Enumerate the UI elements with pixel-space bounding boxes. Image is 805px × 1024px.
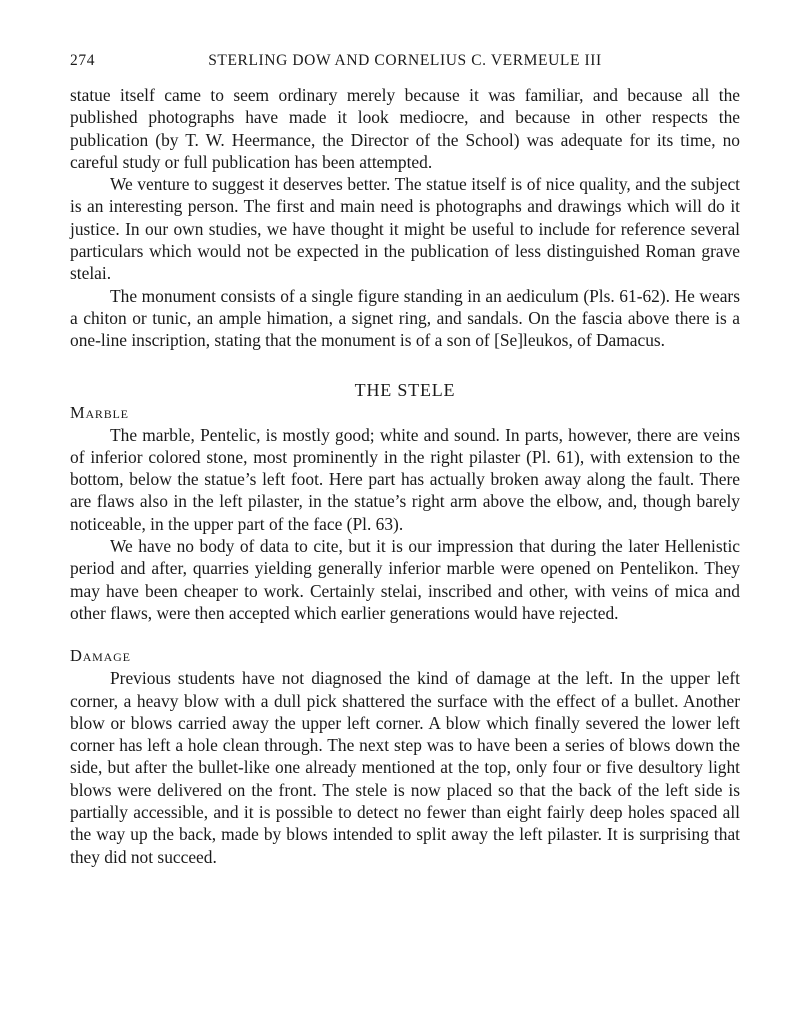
marble-heading: Marble xyxy=(70,402,129,422)
damage-heading: Damage xyxy=(70,646,131,666)
running-title: STERLING DOW AND CORNELIUS C. VERMEULE III xyxy=(208,52,602,69)
intro-paragraph-2: We venture to suggest it deserves better. The statue itself is of nice quality, and the subject is an interesting person. The first and main need is photographs and drawings which will do it justice. In our own studies, we have thought it might be useful to include for reference several particulars which would not be expected in the publication of less distinguished Roman grave stelai. xyxy=(70,174,740,284)
page xyxy=(70,52,740,868)
marble-paragraph-1: The marble, Pentelic, is mostly good; white and sound. In parts, however, there are veins of inferior colored stone, most prominently in the right pilaster (Pl. 61), with extension to the bottom, below the statue’s left foot. Here part has actually broken away along the fault. There are flaws also in the left pilaster, in the statue’s right arm above the elbow, and, though barely noticeable, in the upper part of the face (Pl. 63). xyxy=(70,424,740,534)
running-header xyxy=(70,52,740,70)
intro-paragraph-1: statue itself came to seem ordinary merely because it was familiar, and because all the published photographs have made it look mediocre, and because in other respects the publication (by T. W. Heermance, the Director of the School) was adequate for its time, no careful study or full publication has been attempted. xyxy=(70,85,740,172)
damage-paragraph-1: Previous students have not diagnosed the kind of damage at the left. In the upper left corner, a heavy blow with a dull pick shattered the surface with the effect of a bullet. Another blow or blows carried away the upper left corner. A blow which finally severed the lower left corner has left a hole clean through. The next step was to have been a series of blows down the side, but after the bullet-like one already mentioned at the top, only four or five desultory light blows were delivered on the front. The stele is now placed so that the back of the left side is partially accessible, and it is possible to detect no fewer than eight fairly deep holes spaced all the way up the back, made by blows intended to split away the left pilaster. It is surprising that they did not succeed. xyxy=(70,668,740,867)
marble-paragraph-2: We have no body of data to cite, but it is our impression that during the later Hellenistic period and after, quarries yielding generally inferior marble were opened on Pentelikon. They may have been cheaper to work. Certainly stelai, inscribed and other, with veins of mica and other flaws, were then accepted which earlier generations would have rejected. xyxy=(70,536,740,623)
intro-paragraph-3: The monument consists of a single figure standing in an aediculum (Pls. 61-62). He wears a chiton or tunic, an ample himation, a signet ring, and sandals. On the fascia above there is a one-line inscription, stating that the monument is of a son of [Se]leukos, of Damacus. xyxy=(70,285,740,351)
page-number: 274 xyxy=(70,52,96,69)
section-title: THE STELE xyxy=(354,379,456,400)
